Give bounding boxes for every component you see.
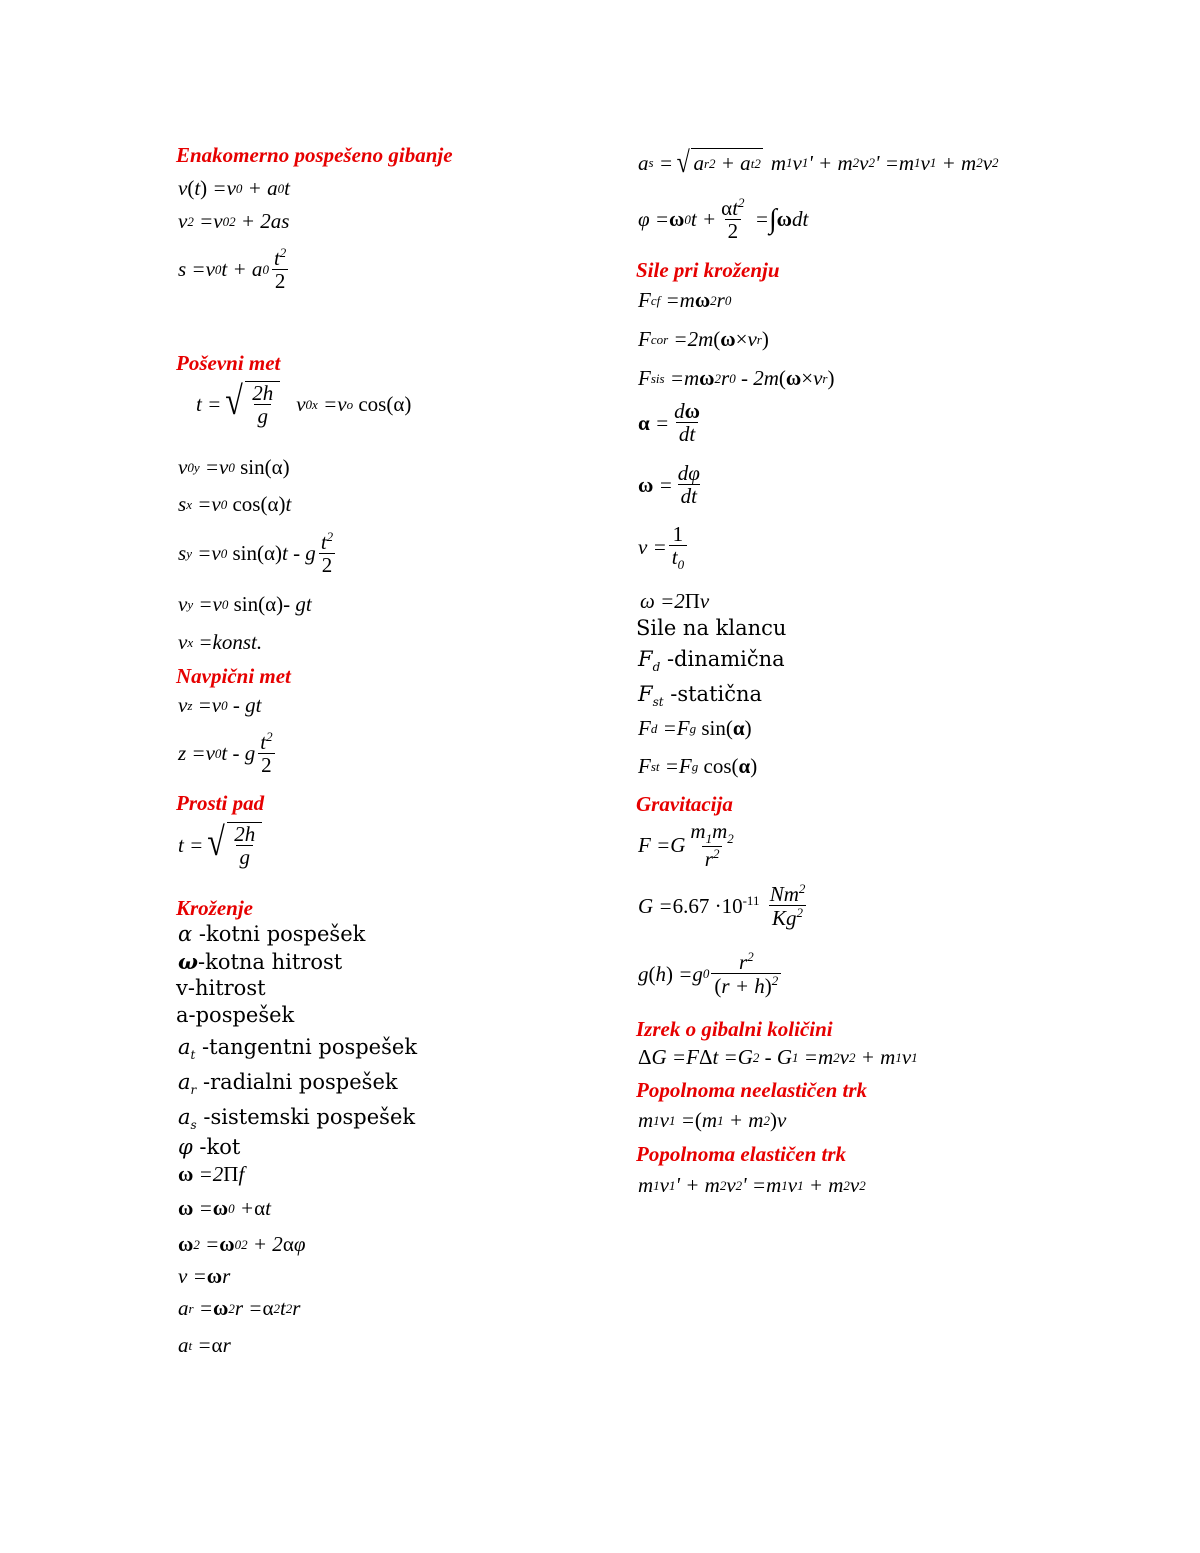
formula-velocity-squared: v 2 =v 0 2 + 2as (178, 209, 290, 233)
heading-prosti-pad: Prosti pad (176, 791, 265, 815)
formula-fcor: F cor =2m ( ω × v r ) (638, 327, 769, 351)
heading-navpicni-met: Navpični met (176, 664, 291, 688)
formula-g-constant: G = $6.67 \cdot 10^{-11}$ $\frac{Nm^2}{Kg^2}$ (638, 881, 806, 931)
formula-omega-frequency: ω =2 Π f (178, 1162, 245, 1186)
formula-at: a t = α r (178, 1333, 231, 1357)
label-ar: $a_r$ -radialni pospešek (178, 1070, 398, 1098)
label-fd-text: -dinamična (666, 647, 785, 671)
formula-newton-gravity: F =G $\frac{m_1m_2}{r^2}$ (638, 819, 734, 871)
label-a: a-pospešek (176, 1003, 295, 1027)
label-alpha: α -kotni pospešek (178, 922, 366, 946)
label-omega: ω-kotna hitrost (178, 949, 343, 974)
formula-v0y: v 0y =v 0 sin( α ) (178, 455, 290, 479)
label-omega-text: -kotna hitrost (198, 950, 343, 974)
formula-as-momentum: a s = √ a r 2 + a t 2 m 1 v 1 ' + m 2 v 2 ' =m 1 v 1 + m 2 v 2 (638, 146, 999, 179)
formula-impulse: Δ G =F Δ t =G 2 - G 1 =m 2 v 2 + m 1 v 1 (638, 1045, 918, 1069)
formula-omega-squared: ω 2 = ω 0 2 + 2 α φ (178, 1232, 306, 1256)
formula-z: z =v 0 t - g $\frac{t^2}{2}$ (178, 730, 278, 777)
label-fst-text: -statična (670, 682, 763, 706)
heading-gravitacija: Gravitacija (636, 792, 733, 816)
formula-fd: F d =F g sin( α ) (638, 716, 752, 740)
label-sile-na-klancu: Sile na klancu (636, 616, 787, 640)
heading-sile-krozenje: Sile pri kroženju (636, 258, 780, 282)
formula-elastic: m 1 v 1 ' + m 2 v 2 ' =m 1 v 1 + m 2 v 2 (638, 1173, 866, 1197)
formula-fst: F st =F g cos( α ) (638, 754, 758, 778)
label-alpha-text: -kotni pospešek (198, 922, 366, 946)
heading-enakomerno: Enakomerno pospešeno gibanje (176, 143, 453, 167)
heading-elasticen: Popolnoma elastičen trk (636, 1142, 846, 1166)
formula-sx: s x =v 0 cos( α ) t (178, 492, 292, 516)
formula-vx: v x =konst. (178, 630, 263, 654)
formula-frequency: ν = $\frac{1}{t_0}$ (638, 523, 689, 573)
heading-izrek: Izrek o gibalni količini (636, 1017, 833, 1041)
formula-time-of-flight: t = √ $\frac{2h}{g}$ v 0x =v o cos( α ) (196, 378, 412, 429)
label-phi-text: -kot (199, 1135, 241, 1159)
heading-posevni-met: Poševni met (176, 351, 281, 375)
formula-v-omega-r: v = ω r (178, 1264, 231, 1288)
formula-vz: v z =v 0 - gt (178, 693, 262, 717)
formula-distance: s =v 0 t + a 0 $\frac{t^2}{2}$ (178, 246, 291, 293)
formula-phi: φ = ω 0 t + $\frac{\alpha t^2}{2}$ = ∫ ω dt (638, 195, 809, 244)
label-at-text: -tangentni pospešek (202, 1035, 418, 1059)
formula-g-height: g ( h ) =g 0 $\frac{r^2}{(r + h)^2}$ (638, 950, 783, 998)
heading-krozenje: Kroženje (176, 896, 254, 920)
formula-fsis: F sis =m ω 2 r 0 - 2m ( ω × v r ) (638, 366, 835, 390)
formula-inelastic: m 1 v 1 = ( m 1 + m 2 ) v (638, 1108, 787, 1132)
formula-sy: s y =v 0 sin( α ) t - g $\frac{t^2}{2}$ (178, 530, 338, 577)
label-phi: φ -kot (178, 1135, 241, 1159)
label-ar-text: -radialni pospešek (202, 1070, 398, 1094)
label-v: v-hitrost (176, 976, 266, 1000)
label-fst: $F_{st}$ -statična (638, 682, 763, 710)
heading-neelasticen: Popolnoma neelastičen trk (636, 1078, 867, 1102)
formula-omega-nu: ω =2 Π ν (640, 589, 710, 613)
formula-fcf: F cf =m ω 2 r 0 (638, 288, 732, 312)
label-at: $a_t$ -tangentni pospešek (178, 1035, 418, 1063)
formula-alpha-derivative: α = $\frac{d\omega}{dt}$ (638, 399, 701, 447)
formula-velocity-time: v ( t ) =v 0 + a 0 t (178, 176, 290, 200)
formula-omega-time: ω = ω 0 + α t (178, 1196, 271, 1220)
formula-vy: v y =v 0 sin( α ) - gt (178, 592, 312, 616)
formula-omega-derivative: ω = $\frac{d\varphi}{dt}$ (638, 461, 700, 509)
formula-free-fall-time: t = √ $\frac{2h}{g}$ (178, 822, 264, 869)
label-fd: $F_d$ -dinamična (638, 647, 785, 675)
formula-ar: a r = ω 2 r = α 2 t 2 r (178, 1296, 301, 1320)
label-as-text: -sistemski pospešek (203, 1105, 416, 1129)
label-as: $a_s$ -sistemski pospešek (178, 1105, 416, 1133)
